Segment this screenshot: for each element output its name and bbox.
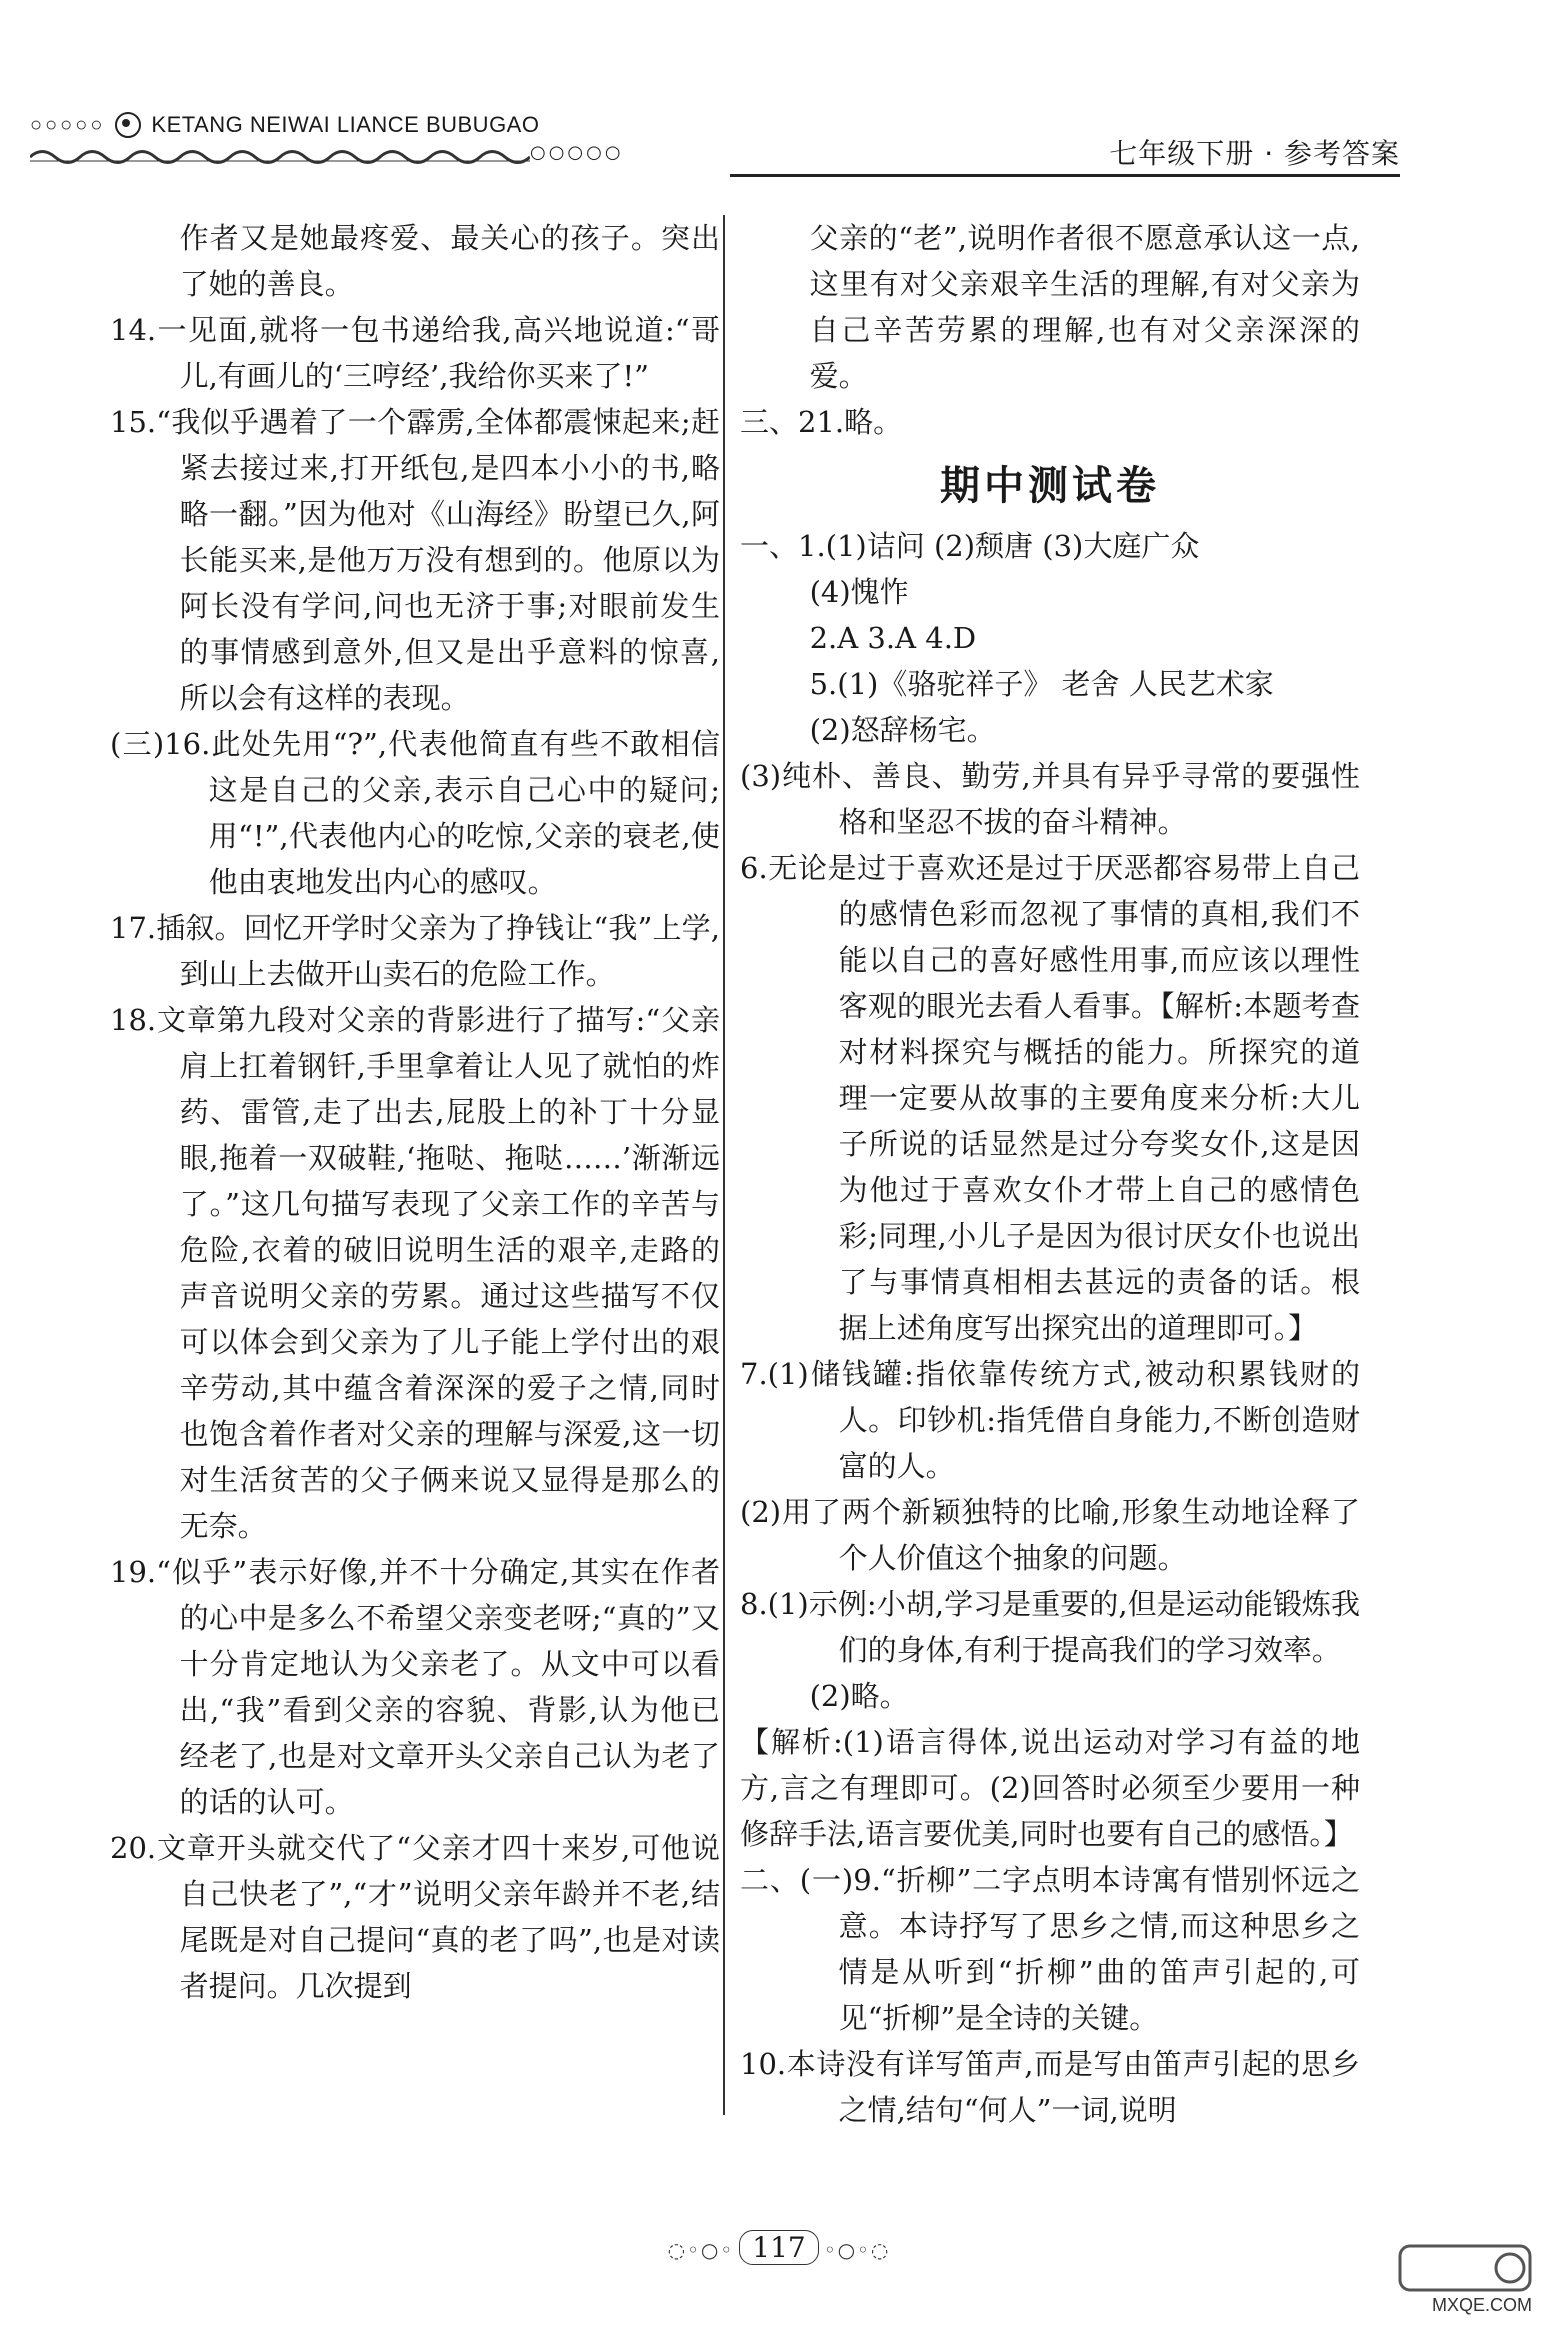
- answer-paragraph: (4)愧怍: [809, 575, 909, 609]
- page-number: 117: [739, 2230, 818, 2265]
- brand-row: [30, 112, 539, 138]
- answer-paragraph: (三)16.此处先用“?”,代表他简直有些不敢相信这是自己的父亲,表示自己心中的疑问;用“!”,代表他内心的吃惊,父亲的衰老,使他由衷地发出内心的感叹。: [110, 727, 720, 899]
- watermark-logo: [1390, 2240, 1540, 2320]
- footer-ornament-right-icon: ◦○◦◌: [823, 2238, 891, 2262]
- right-column-bottom: [740, 523, 1360, 2133]
- answer-paragraph: 14.一见面,就将一包书递给我,高兴地说道:“哥儿,有画儿的‘三哼经’,我给你买来了!”: [110, 313, 720, 393]
- answer-paragraph: 20.文章开头就交代了“父亲才四十来岁,可他说自己快老了”,“才”说明父亲年龄并不老,结尾既是对自己提问“真的老了吗”,也是对读者提问。几次提到: [110, 1831, 720, 2003]
- answer-paragraph: (2)略。: [809, 1679, 909, 1713]
- brand-logo-icon: [115, 112, 141, 138]
- answer-paragraph: 【解析:(1)语言得体,说出运动对学习有益的地方,言之有理即可。(2)回答时必须至少要用一种修辞手法,语言要优美,同时也要有自己的感悟。】: [740, 1725, 1360, 1851]
- header-right-dots: ○○○○○: [530, 142, 624, 163]
- column-divider: [723, 215, 725, 2115]
- answer-paragraph: 2.A 3.A 4.D: [809, 621, 977, 655]
- right-column-top: [740, 215, 1360, 445]
- header-rule: [730, 174, 1400, 177]
- answer-paragraph: (2)用了两个新颖独特的比喻,形象生动地诠释了个人价值这个抽象的问题。: [740, 1495, 1360, 1575]
- answer-paragraph: 一、1.(1)诘问 (2)颓唐 (3)大庭广众: [740, 529, 1200, 563]
- page-header: [30, 112, 1400, 192]
- answer-paragraph: 18.文章第九段对父亲的背影进行了描写:“父亲肩上扛着钢钎,手里拿着让人见了就怕的炸药、雷管,走了出去,屁股上的补丁十分显眼,拖着一双破鞋,‘拖哒、拖哒……’渐渐远了。”这几句描写表现了父亲工作的辛苦与危险,衣着的破旧说明生活的艰辛,走路的声音说明父亲的劳累。通过这些描写不仅可以体会到父亲为了儿子能上学付出的艰辛劳动,其中蕴含着深深的爱子之情,同时也饱含着作者对父亲的理解与深爱,这一切对生活贫苦的父子俩来说又显得是那么的无奈。: [110, 1003, 720, 1543]
- header-title: 七年级下册 · 参考答案: [1109, 137, 1400, 170]
- brand-name: KETANG NEIWAI LIANCE BUBUGAO: [151, 112, 540, 137]
- answer-paragraph: 5.(1)《骆驼祥子》 老舍 人民艺术家: [809, 667, 1274, 701]
- watermark-text: MXQE.COM: [1431, 2295, 1532, 2315]
- answer-paragraph: 10.本诗没有详写笛声,而是写由笛声引起的思乡之情,结句“何人”一词,说明: [740, 2047, 1360, 2127]
- answer-paragraph: (3)纯朴、善良、勤劳,并具有异乎寻常的要强性格和坚忍不拔的奋斗精神。: [740, 759, 1360, 839]
- answer-paragraph: 15.“我似乎遇着了一个霹雳,全体都震悚起来;赶紧去接过来,打开纸包,是四本小小的书,略略一翻。”因为他对《山海经》盼望已久,阿长能买来,是他万万没有想到的。他原以为阿长没有学问,问也无济于事;对眼前发生的事情感到意外,但又是出乎意料的惊喜,所以会有这样的表现。: [110, 405, 720, 715]
- answer-paragraph: 作者又是她最疼爱、最关心的孩子。突出了她的善良。: [179, 221, 720, 301]
- answer-paragraph: 19.“似乎”表示好像,并不十分确定,其实在作者的心中是多么不希望父亲变老呀;“真的”又十分肯定地认为父亲老了。从文中可以看出,“我”看到父亲的容貌、背影,认为他已经老了,也是对文章开头父亲自己认为老了的话的认可。: [110, 1555, 720, 1819]
- decorative-wave-icon: [30, 146, 530, 168]
- header-left-dots: ○○○○○: [30, 113, 106, 136]
- answer-paragraph: 三、21.略。: [740, 405, 903, 439]
- watermark-icon: [1390, 2240, 1540, 2300]
- answer-paragraph: 7.(1)储钱罐:指依靠传统方式,被动积累钱财的人。印钞机:指凭借自身能力,不断创造财富的人。: [740, 1357, 1360, 1483]
- answer-paragraph: 8.(1)示例:小胡,学习是重要的,但是运动能锻炼我们的身体,有利于提高我们的学习效率。: [740, 1587, 1360, 1667]
- footer-ornament-left-icon: ◌◦○◦: [667, 2238, 735, 2262]
- right-column: [740, 215, 1360, 2133]
- left-column: [110, 215, 720, 2009]
- section-title: 期中测试卷: [940, 463, 1160, 509]
- answer-paragraph: 6.无论是过于喜欢还是过于厌恶都容易带上自己的感情色彩而忽视了事情的真相,我们不能以自己的喜好感性用事,而应该以理性客观的眼光去看人看事。【解析:本题考查对材料探究与概括的能力。所探究的道理一定要从故事的主要角度来分析:大儿子所说的话显然是过分夸奖女仆,这是因为他过于喜欢女仆才带上自己的感情色彩;同理,小儿子是因为很讨厌女仆也说出了与事情真相相去甚远的责备的话。根据上述角度写出探究出的道理即可。】: [740, 851, 1360, 1345]
- page-footer: [0, 2230, 1558, 2265]
- answer-paragraph: 17.插叙。回忆开学时父亲为了挣钱让“我”上学,到山上去做开山卖石的危险工作。: [110, 911, 720, 991]
- answer-paragraph: 父亲的“老”,说明作者很不愿意承认这一点,这里有对父亲艰辛生活的理解,有对父亲为自己辛苦劳累的理解,也有对父亲深深的爱。: [809, 221, 1360, 393]
- answer-paragraph: (2)怒辞杨宅。: [809, 713, 996, 747]
- answer-paragraph: 二、(一)9.“折柳”二字点明本诗寓有惜别怀远之意。本诗抒写了思乡之情,而这种思乡之情是从听到“折柳”曲的笛声引起的,可见“折柳”是全诗的关键。: [740, 1863, 1360, 2035]
